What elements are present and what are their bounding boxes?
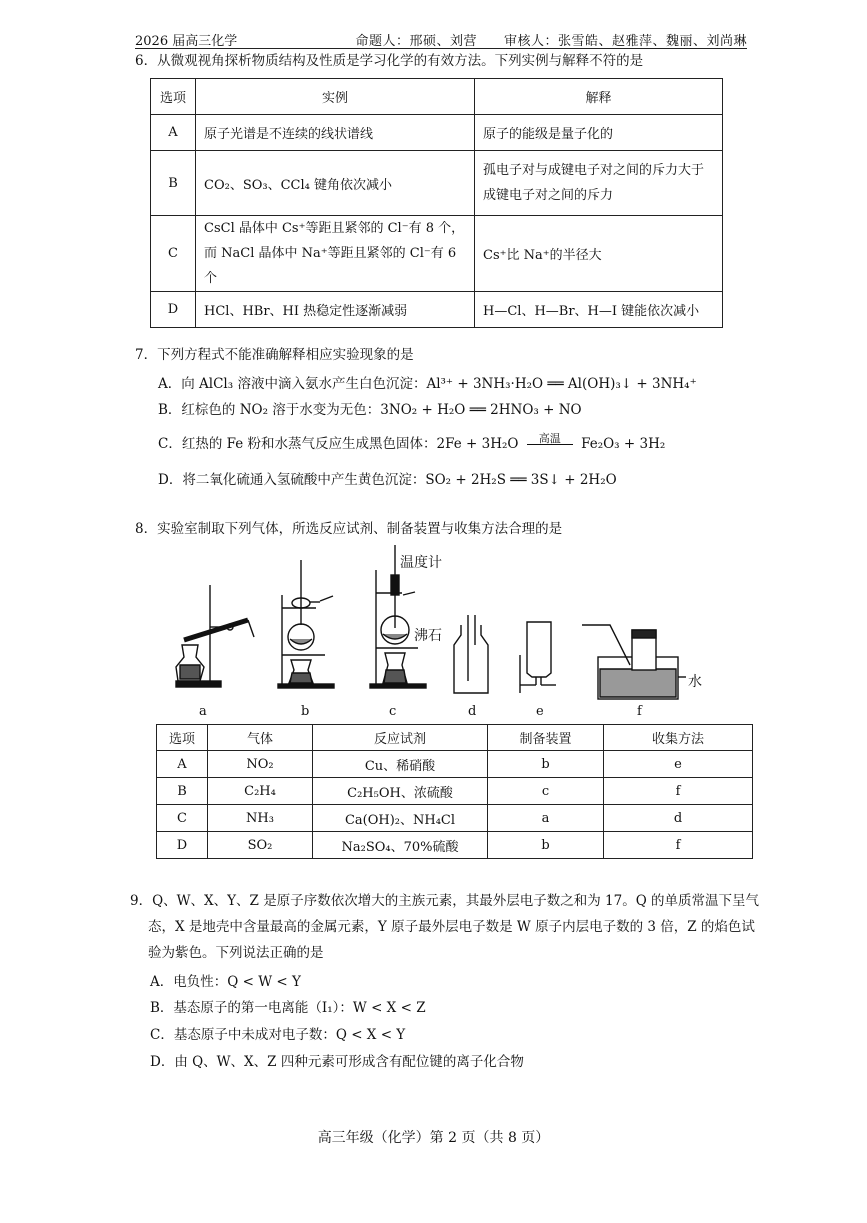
q7-option-c-reactants: C．红热的 Fe 粉和水蒸气反应生成黑色固体：2Fe + 3H₂O (158, 436, 519, 452)
header-cell: 解释 (475, 79, 723, 115)
q9-stem (130, 888, 759, 966)
q9-option-d: D．由 Q、W、X、Z 四种元素可形成含有配位键的离子化合物 (150, 1054, 524, 1070)
table-cell: Na₂SO₄、70%硫酸 (313, 832, 488, 859)
table-header-row (151, 79, 723, 115)
apparatus-label-a: a (199, 704, 207, 719)
q7-option-d: D．将二氧化硫通入氢硫酸中产生黄色沉淀：SO₂ + 2H₂S ══ 3S↓ + 2H₂O (158, 472, 617, 488)
table-row (151, 115, 723, 151)
option-cell: C (151, 216, 196, 292)
header-cell: 反应试剂 (313, 725, 488, 751)
apparatus-label-d: d (468, 704, 477, 719)
page-footer: 高三年级（化学）第 2 页（共 8 页） (317, 1130, 550, 1146)
q7-option-c (158, 432, 665, 452)
table-header-row (157, 725, 753, 751)
page-header (135, 28, 747, 49)
header-cell: 选项 (157, 725, 208, 751)
table-row (151, 151, 723, 216)
example-cell (196, 216, 475, 292)
thermometer-label: 温度计 (400, 555, 442, 571)
q6-stem: 6．从微观视角探析物质结构及性质是学习化学的有效方法。下列实例与解释不符的是 (135, 53, 644, 69)
reaction-arrow (527, 432, 573, 445)
reason-cell: Cs⁺比 Na⁺的半径大 (475, 216, 723, 292)
header-left: 2026 届高三化学 (135, 34, 238, 49)
q9-stem-line: 态，X 是地壳中含量最高的金属元素，Y 原子最外层电子数是 W 原子内层电子数的 3 倍，Z 的焰色试 (148, 919, 755, 935)
apparatus-label-f: f (637, 704, 642, 719)
apparatus-label-b: b (301, 704, 310, 719)
option-cell: A (151, 115, 196, 151)
boiling-chip-label: 沸石 (414, 628, 442, 644)
table-row (157, 778, 753, 805)
reason-cell (475, 151, 723, 216)
example-cell: HCl、HBr、HI 热稳定性逐渐减弱 (196, 292, 475, 328)
water-label: 水 (688, 674, 702, 690)
table-cell: a (488, 805, 604, 832)
q7-stem: 7．下列方程式不能准确解释相应实验现象的是 (135, 347, 414, 363)
apparatus-d (454, 615, 488, 693)
table-cell: C (157, 805, 208, 832)
apparatus-label-e: e (536, 704, 544, 719)
table-cell: e (604, 751, 753, 778)
table-cell: f (604, 832, 753, 859)
q7-option-b: B．红棕色的 NO₂ 溶于水变为无色：3NO₂ + H₂O ══ 2HNO₃ + NO (158, 402, 582, 418)
reason-line: 成键电子对之间的斥力 (483, 188, 614, 203)
header-cell: 收集方法 (604, 725, 753, 751)
q9-option-c: C．基态原子中未成对电子数：Q < X < Y (150, 1027, 406, 1043)
table-cell: NO₂ (208, 751, 313, 778)
table-cell: A (157, 751, 208, 778)
table-cell: f (604, 778, 753, 805)
table-cell: Cu、稀硝酸 (313, 751, 488, 778)
example-line: CsCl 晶体中 Cs⁺等距且紧邻的 Cl⁻有 8 个， (204, 221, 465, 236)
apparatus-b (278, 560, 334, 688)
table-row (151, 216, 723, 292)
table-cell: b (488, 751, 604, 778)
example-line: 而 NaCl 晶体中 Na⁺等距且紧邻的 Cl⁻有 6 个 (204, 246, 457, 286)
apparatus-label-c: c (389, 704, 397, 719)
header-right: 命题人：邢硕、刘营 审核人：张雪皓、赵雅萍、魏丽、刘尚琳 (355, 34, 747, 49)
q9-option-b: B．基态原子的第一电离能（I₁）：W < X < Z (150, 1000, 426, 1016)
table-cell: NH₃ (208, 805, 313, 832)
reason-cell: H—Cl、H—Br、H—I 键能依次减小 (475, 292, 723, 328)
table-row (157, 805, 753, 832)
header-cell: 选项 (151, 79, 196, 115)
table-cell: SO₂ (208, 832, 313, 859)
q9-option-a: A．电负性：Q < W < Y (150, 974, 301, 990)
example-cell: 原子光谱是不连续的线状谱线 (196, 115, 475, 151)
header-cell: 制备装置 (488, 725, 604, 751)
reaction-condition: 高温 (538, 432, 561, 445)
reason-cell: 原子的能级是量子化的 (475, 115, 723, 151)
reason-line: 孤电子对与成键电子对之间的斥力大于 (483, 163, 705, 178)
q6-table (150, 78, 723, 328)
table-cell: B (157, 778, 208, 805)
table-row (157, 832, 753, 859)
apparatus-e (520, 622, 556, 693)
apparatus-f (582, 625, 686, 699)
table-row (157, 751, 753, 778)
table-cell: b (488, 832, 604, 859)
table-cell: D (157, 832, 208, 859)
table-cell: Ca(OH)₂、NH₄Cl (313, 805, 488, 832)
q9-stem-line: 验为紫色。下列说法正确的是 (148, 945, 324, 961)
table-cell: d (604, 805, 753, 832)
table-cell: c (488, 778, 604, 805)
q7-option-c-products: Fe₂O₃ + 3H₂ (581, 436, 666, 452)
q7-option-a: A．向 AlCl₃ 溶液中滴入氨水产生白色沉淀：Al³⁺ + 3NH₃·H₂O ══ Al(OH)₃↓ + 3NH₄⁺ (158, 376, 697, 392)
example-cell: CO₂、SO₃、CCl₄ 键角依次减小 (196, 151, 475, 216)
q8-stem: 8．实验室制取下列气体，所选反应试剂、制备装置与收集方法合理的是 (135, 521, 563, 537)
apparatus-a (176, 585, 254, 687)
option-cell: D (151, 292, 196, 328)
q9-stem-line: 9．Q、W、X、Y、Z 是原子序数依次增大的主族元素，其最外层电子数之和为 17。Q 的单质常温下呈气 (130, 893, 760, 909)
header-cell: 气体 (208, 725, 313, 751)
option-cell: B (151, 151, 196, 216)
q8-table (156, 724, 753, 859)
table-cell: C₂H₄ (208, 778, 313, 805)
header-cell: 实例 (196, 79, 475, 115)
table-row (151, 292, 723, 328)
table-cell: C₂H₅OH、浓硫酸 (313, 778, 488, 805)
